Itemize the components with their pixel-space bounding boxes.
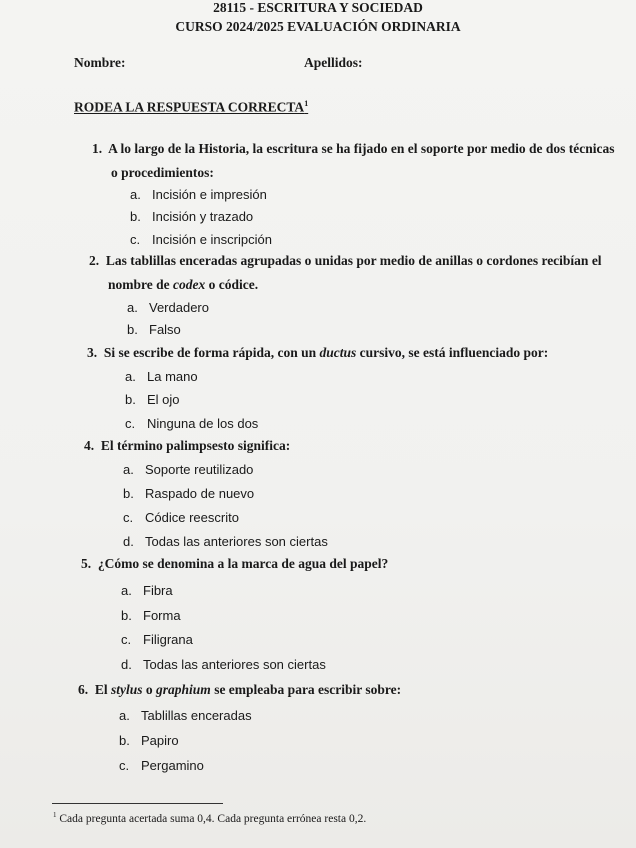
question-2 (89, 253, 602, 269)
question-number: 3. (87, 345, 98, 360)
option[interactable]: d. Todas las anteriores son ciertas (123, 534, 328, 549)
option[interactable]: a. Verdadero (127, 300, 209, 315)
footnote (53, 811, 366, 825)
option[interactable]: a. Soporte reutilizado (123, 462, 254, 477)
option[interactable]: a. La mano (125, 369, 198, 384)
option[interactable]: c. Incisión e inscripción (130, 232, 272, 247)
exam-session-title: CURSO 2024/2025 EVALUACIÓN ORDINARIA (175, 19, 461, 34)
question-1 (92, 141, 614, 157)
question-text: A lo largo de la Historia, la escritura se ha fijado en el soporte por medio de dos técnicas (108, 141, 615, 156)
option[interactable]: d. Todas las anteriores son ciertas (121, 657, 326, 672)
question-number: 4. (84, 438, 95, 453)
question-6: 6. El stylus o graphium se empleaba para escribir sobre: (78, 682, 402, 697)
option[interactable]: c. Códice reescrito (123, 510, 239, 525)
surname-label: Apellidos: (304, 55, 363, 70)
instructions-heading (74, 99, 308, 116)
instructions-text: RODEA LA RESPUESTA CORRECTA (74, 99, 305, 115)
option[interactable]: c. Pergamino (119, 758, 204, 773)
option[interactable]: b. Forma (121, 608, 181, 623)
name-label: Nombre: (74, 55, 126, 70)
option[interactable]: a. Incisión e impresión (130, 187, 267, 202)
footnote-marker: 1 (53, 811, 57, 819)
option[interactable]: b. Incisión y trazado (130, 209, 254, 224)
question-number: 1. (92, 141, 103, 156)
question-text: Las tablillas enceradas agrupadas o unidas por medio de anillas o cordones recibían el (105, 253, 602, 268)
question-3: 3. Si se escribe de forma rápida, con un ductus cursivo, se está influenciado por: (87, 345, 549, 360)
footnote-ref: 1 (304, 99, 309, 108)
question-2-continued: nombre de codex o códice. (108, 277, 259, 292)
question-1-continued: o procedimientos: (111, 165, 214, 180)
question-number: 6. (78, 682, 89, 697)
question-text: ¿Cómo se denomina a la marca de agua del papel? (97, 556, 389, 571)
option[interactable]: b. El ojo (125, 392, 180, 407)
question-number: 5. (81, 556, 92, 571)
option[interactable]: a. Tablillas enceradas (119, 708, 252, 723)
option[interactable]: c. Ninguna de los dos (125, 416, 259, 431)
question-text: El término palimpsesto significa: (100, 438, 291, 453)
option[interactable]: c. Filigrana (121, 632, 193, 647)
question-number: 2. (89, 253, 100, 268)
question-5 (81, 556, 388, 572)
footnote-text: Cada pregunta acertada suma 0,4. Cada pregunta errónea resta 0,2. (59, 812, 367, 825)
question-4 (84, 438, 290, 454)
option[interactable]: b. Papiro (119, 733, 179, 748)
option[interactable]: a. Fibra (121, 583, 173, 598)
option[interactable]: b. Raspado de nuevo (123, 486, 255, 501)
footnote-divider (52, 803, 223, 804)
option[interactable]: b. Falso (127, 322, 181, 337)
course-code-title: 28115 - ESCRITURA Y SOCIEDAD (213, 0, 423, 15)
